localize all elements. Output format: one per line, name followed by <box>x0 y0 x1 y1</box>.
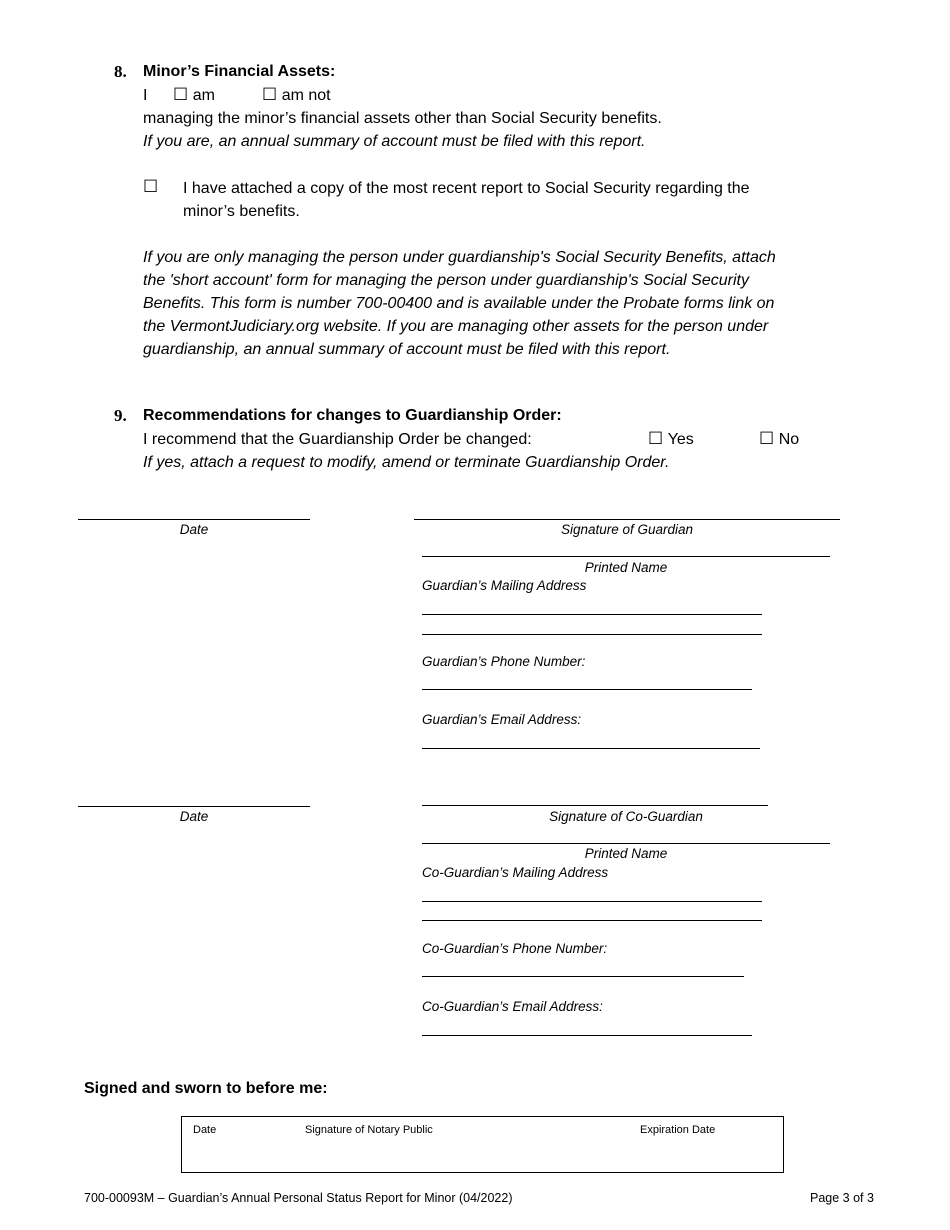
guardian-printed-name-label: Printed Name <box>584 560 668 575</box>
section-8-number: 8. <box>114 62 127 81</box>
co-guardian-printed-name-line[interactable] <box>422 843 830 844</box>
instruction-line: Benefits. This form is number 700-00400 and is available under the Probate forms link on <box>143 295 775 312</box>
attached-report-checkbox[interactable]: ☐ <box>143 177 159 196</box>
guardian-mailing-line-1[interactable] <box>422 614 762 615</box>
co-guardian-mailing-line-2[interactable] <box>422 920 762 921</box>
co-guardian-mailing-label: Co-Guardian’s Mailing Address <box>422 865 609 880</box>
co-guardian-signature-label: Signature of Co-Guardian <box>549 809 703 824</box>
guardian-date-line[interactable] <box>78 519 310 520</box>
yes-checkbox[interactable]: ☐ <box>648 429 664 448</box>
social-security-instructions <box>143 246 823 361</box>
guardian-phone-label: Guardian’s Phone Number: <box>422 654 586 669</box>
co-guardian-date-label: Date <box>179 809 209 824</box>
am-checkbox[interactable]: ☐ <box>173 85 189 104</box>
guardian-printed-name-line[interactable] <box>422 556 830 557</box>
am-checkbox-option[interactable] <box>173 85 215 105</box>
section-8-title: Minor’s Financial Assets: <box>143 63 336 80</box>
am-not-checkbox-option[interactable] <box>262 85 331 105</box>
section-8-line3: If you are, an annual summary of account must be filed with this report. <box>143 133 646 150</box>
co-guardian-printed-name-label: Printed Name <box>584 846 668 861</box>
guardian-signature-label: Signature of Guardian <box>560 522 694 537</box>
instruction-line: the 'short account' form for managing the person under guardianship's Social Security <box>143 272 749 289</box>
notary-date-label: Date <box>193 1124 217 1136</box>
co-guardian-phone-label: Co-Guardian’s Phone Number: <box>422 941 608 956</box>
instruction-line: the VermontJudiciary.org website. If you are managing other assets for the person under <box>143 318 769 335</box>
guardian-signature-line[interactable] <box>414 519 840 520</box>
notary-expiration-label: Expiration Date <box>640 1124 716 1136</box>
notary-signature-label: Signature of Notary Public <box>305 1124 433 1136</box>
guardian-email-line[interactable] <box>422 748 760 749</box>
section-9-line1: I recommend that the Guardianship Order be changed: <box>143 431 532 448</box>
guardian-email-label: Guardian’s Email Address: <box>422 712 582 727</box>
am-not-checkbox[interactable]: ☐ <box>262 85 278 104</box>
yes-checkbox-option[interactable] <box>648 429 694 449</box>
footer-page-number: Page 3 of 3 <box>810 1191 874 1205</box>
guardian-phone-line[interactable] <box>422 689 752 690</box>
notary-heading: Signed and sworn to before me: <box>84 1080 328 1097</box>
am-label: am <box>192 87 215 104</box>
guardian-mailing-line-2[interactable] <box>422 634 762 635</box>
no-checkbox[interactable]: ☐ <box>759 429 775 448</box>
attached-report-line2: minor’s benefits. <box>183 203 300 220</box>
co-guardian-date-line[interactable] <box>78 806 310 807</box>
instruction-line: guardianship, an annual summary of account must be filed with this report. <box>143 341 671 358</box>
am-not-label: am not <box>281 87 331 104</box>
section-8-subject: I <box>143 87 148 104</box>
guardian-date-label: Date <box>179 522 209 537</box>
co-guardian-phone-line[interactable] <box>422 976 744 977</box>
co-guardian-mailing-line-1[interactable] <box>422 901 762 902</box>
section-9-number: 9. <box>114 406 127 425</box>
co-guardian-signature-line[interactable] <box>422 805 768 806</box>
guardian-mailing-label: Guardian’s Mailing Address <box>422 578 587 593</box>
instruction-line: If you are only managing the person under guardianship's Social Security Benefits, attach <box>143 249 776 266</box>
no-checkbox-option[interactable] <box>759 429 799 449</box>
yes-label: Yes <box>667 431 694 448</box>
footer-form-title: 700-00093M – Guardian’s Annual Personal Status Report for Minor (04/2022) <box>84 1191 513 1205</box>
co-guardian-email-line[interactable] <box>422 1035 752 1036</box>
co-guardian-email-label: Co-Guardian’s Email Address: <box>422 999 603 1014</box>
section-8-line2: managing the minor’s financial assets other than Social Security benefits. <box>143 110 662 127</box>
notary-box[interactable] <box>181 1116 784 1173</box>
no-label: No <box>778 431 800 448</box>
attached-report-line1: I have attached a copy of the most recent report to Social Security regarding the <box>183 180 750 197</box>
section-9-line2: If yes, attach a request to modify, amend or terminate Guardianship Order. <box>143 454 670 471</box>
section-9-title: Recommendations for changes to Guardianship Order: <box>143 407 562 424</box>
